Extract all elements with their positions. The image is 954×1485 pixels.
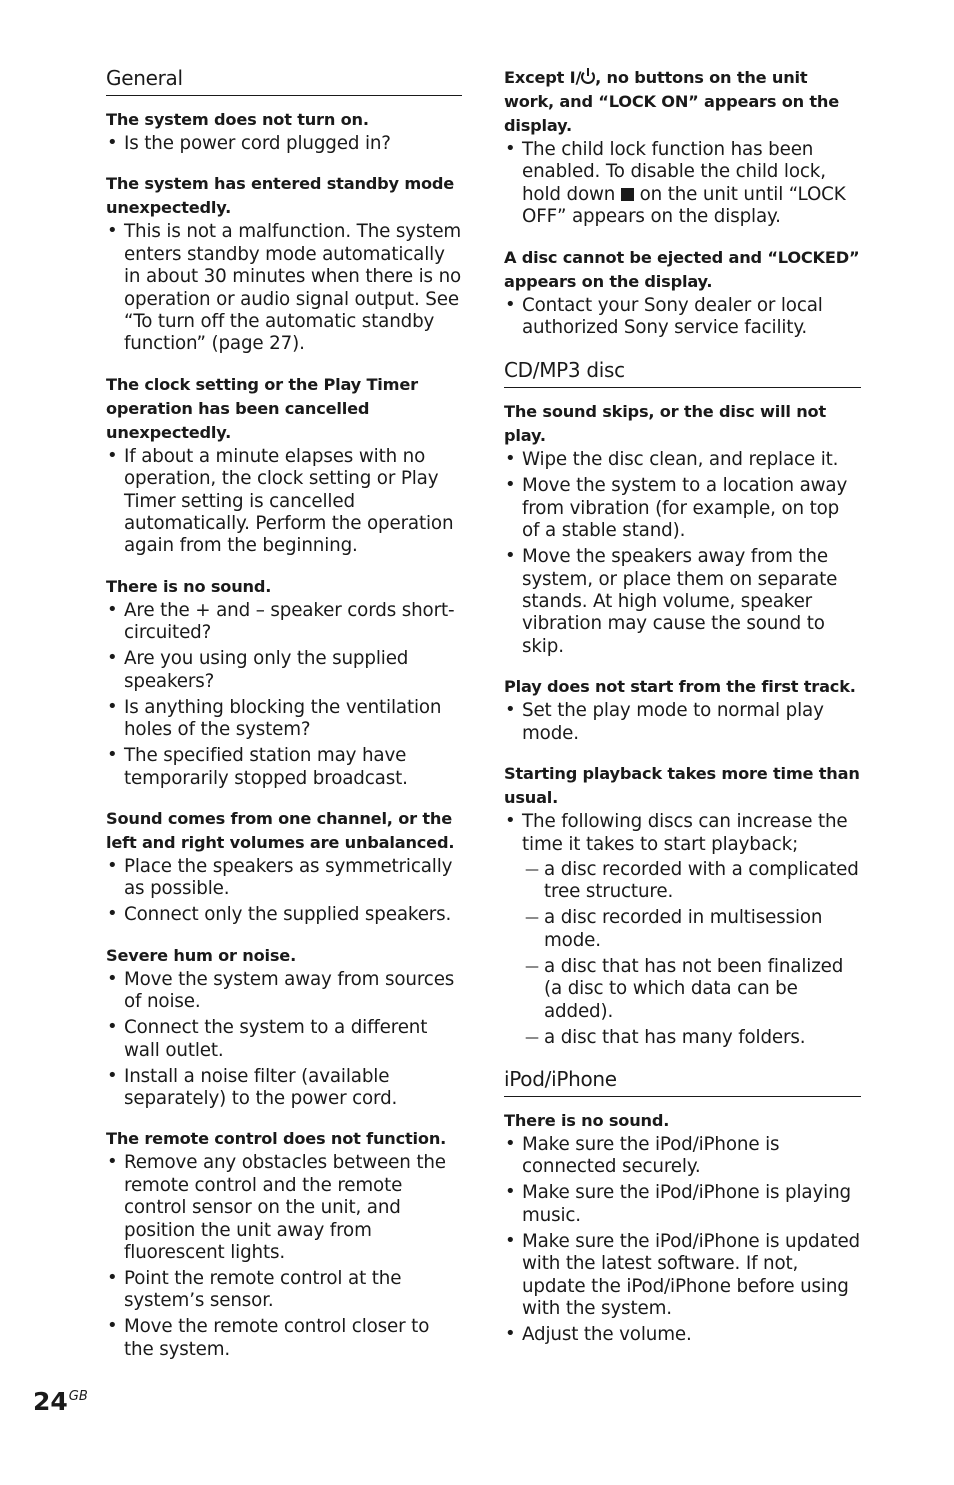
left-column xyxy=(106,64,462,1377)
list-item: • The specified station may have temporarily stopped broadcast. xyxy=(106,745,462,790)
list-item-text: on the unit until “LOCK OFF” appears on the display. xyxy=(522,183,846,228)
bullet-list xyxy=(106,600,462,790)
issue-title: Starting playback takes more time than usual. xyxy=(504,764,860,808)
list-item xyxy=(504,139,861,229)
issue-title: The remote control does not function. xyxy=(106,1129,447,1149)
issue-remote xyxy=(106,1127,462,1361)
list-item: • Move the system to a location away from vibration (for example, on top of a stable stand). xyxy=(504,475,861,542)
section-title-cd-mp3: CD/MP3 disc xyxy=(504,356,861,388)
bullet-list xyxy=(106,969,462,1111)
issue-no-sound xyxy=(106,575,462,790)
dash-item: — a disc that has many folders. xyxy=(522,1027,861,1049)
bullet-list xyxy=(504,811,861,1049)
issue-title: The clock setting or the Play Timer operation has been cancelled unexpectedly. xyxy=(106,374,418,442)
issue-clock-cancelled xyxy=(106,373,462,558)
issue-playback-time xyxy=(504,762,861,1049)
section-cd-mp3 xyxy=(504,356,861,1049)
issue-title: There is no sound. xyxy=(504,1110,670,1130)
list-item: • Make sure the iPod/iPhone is playing music. xyxy=(504,1182,861,1227)
list-item xyxy=(504,811,861,1049)
bullet-list xyxy=(504,139,861,229)
section-ipod xyxy=(504,1065,861,1346)
right-column xyxy=(504,64,861,1362)
stop-icon xyxy=(621,188,634,201)
list-item: • Connect the system to a different wall outlet. xyxy=(106,1017,462,1062)
list-item: • If about a minute elapses with no operation, the clock setting or Play Timer setting is cancelled automatically. Perform the operation again from the beginning. xyxy=(106,446,462,558)
bullet-list xyxy=(106,446,462,558)
list-item: • Move the remote control closer to the system. xyxy=(106,1316,462,1361)
issue-title-part: Except I/ xyxy=(504,68,582,87)
issue-title-part: , no buttons on the unit work, and “LOCK ON” appears on the display. xyxy=(504,68,840,135)
issue-title: A disc cannot be ejected and “LOCKED” appears on the display. xyxy=(504,247,860,291)
list-item: • Are you using only the supplied speakers? xyxy=(106,648,462,693)
list-item: • Remove any obstacles between the remote control and the remote control sensor on the unit, and position the unit away from fluorescent lights. xyxy=(106,1152,462,1264)
bullet-list xyxy=(504,700,861,745)
list-item: • Place the speakers as symmetrically as possible. xyxy=(106,856,462,901)
bullet-list xyxy=(106,133,462,155)
bullet-list xyxy=(106,856,462,927)
list-item: • Contact your Sony dealer or local authorized Sony service facility. xyxy=(504,295,861,340)
page-number-suffix: GB xyxy=(68,1389,88,1404)
bullet-list xyxy=(504,295,861,340)
dash-item: — a disc recorded in multisession mode. xyxy=(522,907,861,952)
list-item: • Move the system away from sources of noise. xyxy=(106,969,462,1014)
issue-title: There is no sound. xyxy=(106,576,272,596)
bullet-list xyxy=(106,1152,462,1361)
issue-child-lock xyxy=(504,66,861,229)
issue-system-not-on xyxy=(106,108,462,155)
list-item: • Set the play mode to normal play mode. xyxy=(504,700,861,745)
issue-ipod-no-sound xyxy=(504,1109,861,1346)
list-item: • Point the remote control at the system’s sensor. xyxy=(106,1268,462,1313)
section-general xyxy=(106,64,462,1361)
list-item: • This is not a malfunction. The system enters standby mode automatically in about 30 minutes when there is no operation or audio signal output. See “To turn off the automatic standby function” (page 27). xyxy=(106,221,462,355)
dash-list xyxy=(522,859,861,1049)
issue-title: Sound comes from one channel, or the left and right volumes are unbalanced. xyxy=(106,808,455,852)
issue-title: The sound skips, or the disc will not play. xyxy=(504,402,827,446)
issue-first-track xyxy=(504,675,861,745)
bullet-list xyxy=(504,1134,861,1346)
issue-title: The system has entered standby mode unexpectedly. xyxy=(106,174,455,218)
issue-title: Play does not start from the first track. xyxy=(504,677,856,697)
section-title-general: General xyxy=(106,64,462,96)
bullet-list xyxy=(504,449,861,658)
page-number-value: 24 xyxy=(33,1387,68,1416)
list-item: • Are the + and – speaker cords short-circuited? xyxy=(106,600,462,645)
issue-sound-skips xyxy=(504,400,861,658)
list-item: • Wipe the disc clean, and replace it. xyxy=(504,449,861,471)
dash-item: — a disc recorded with a complicated tree structure. xyxy=(522,859,861,904)
power-icon xyxy=(581,70,595,84)
list-item: • Is anything blocking the ventilation holes of the system? xyxy=(106,697,462,742)
list-item: • Move the speakers away from the system, or place them on separate stands. At high volume, speaker vibration may cause the sound to skip. xyxy=(504,546,861,658)
list-item: • Install a noise filter (available separately) to the power cord. xyxy=(106,1066,462,1111)
list-item-text: The following discs can increase the time it takes to start playback; xyxy=(522,811,848,855)
issue-hum-noise xyxy=(106,944,462,1111)
list-item: • Adjust the volume. xyxy=(504,1324,861,1346)
section-title-ipod: iPod/iPhone xyxy=(504,1065,861,1097)
list-item: • Make sure the iPod/iPhone is connected securely. xyxy=(504,1134,861,1179)
issue-locked xyxy=(504,246,861,340)
issue-title: Severe hum or noise. xyxy=(106,945,297,965)
list-item: • Connect only the supplied speakers. xyxy=(106,904,462,926)
issue-title xyxy=(504,66,861,138)
list-item: • Make sure the iPod/iPhone is updated with the latest software. If not, update the iPod/iPhone before using with the system. xyxy=(504,1231,861,1321)
bullet-list xyxy=(106,221,462,355)
issue-unbalanced xyxy=(106,807,462,927)
page-number xyxy=(33,1382,88,1417)
list-item: • Is the power cord plugged in? xyxy=(106,133,462,155)
dash-item: — a disc that has not been finalized (a disc to which data can be added). xyxy=(522,956,861,1023)
list-item-text: The child lock function has been enabled. To disable the child lock, hold down xyxy=(522,139,826,205)
issue-title: The system does not turn on. xyxy=(106,110,369,129)
issue-standby xyxy=(106,172,462,355)
